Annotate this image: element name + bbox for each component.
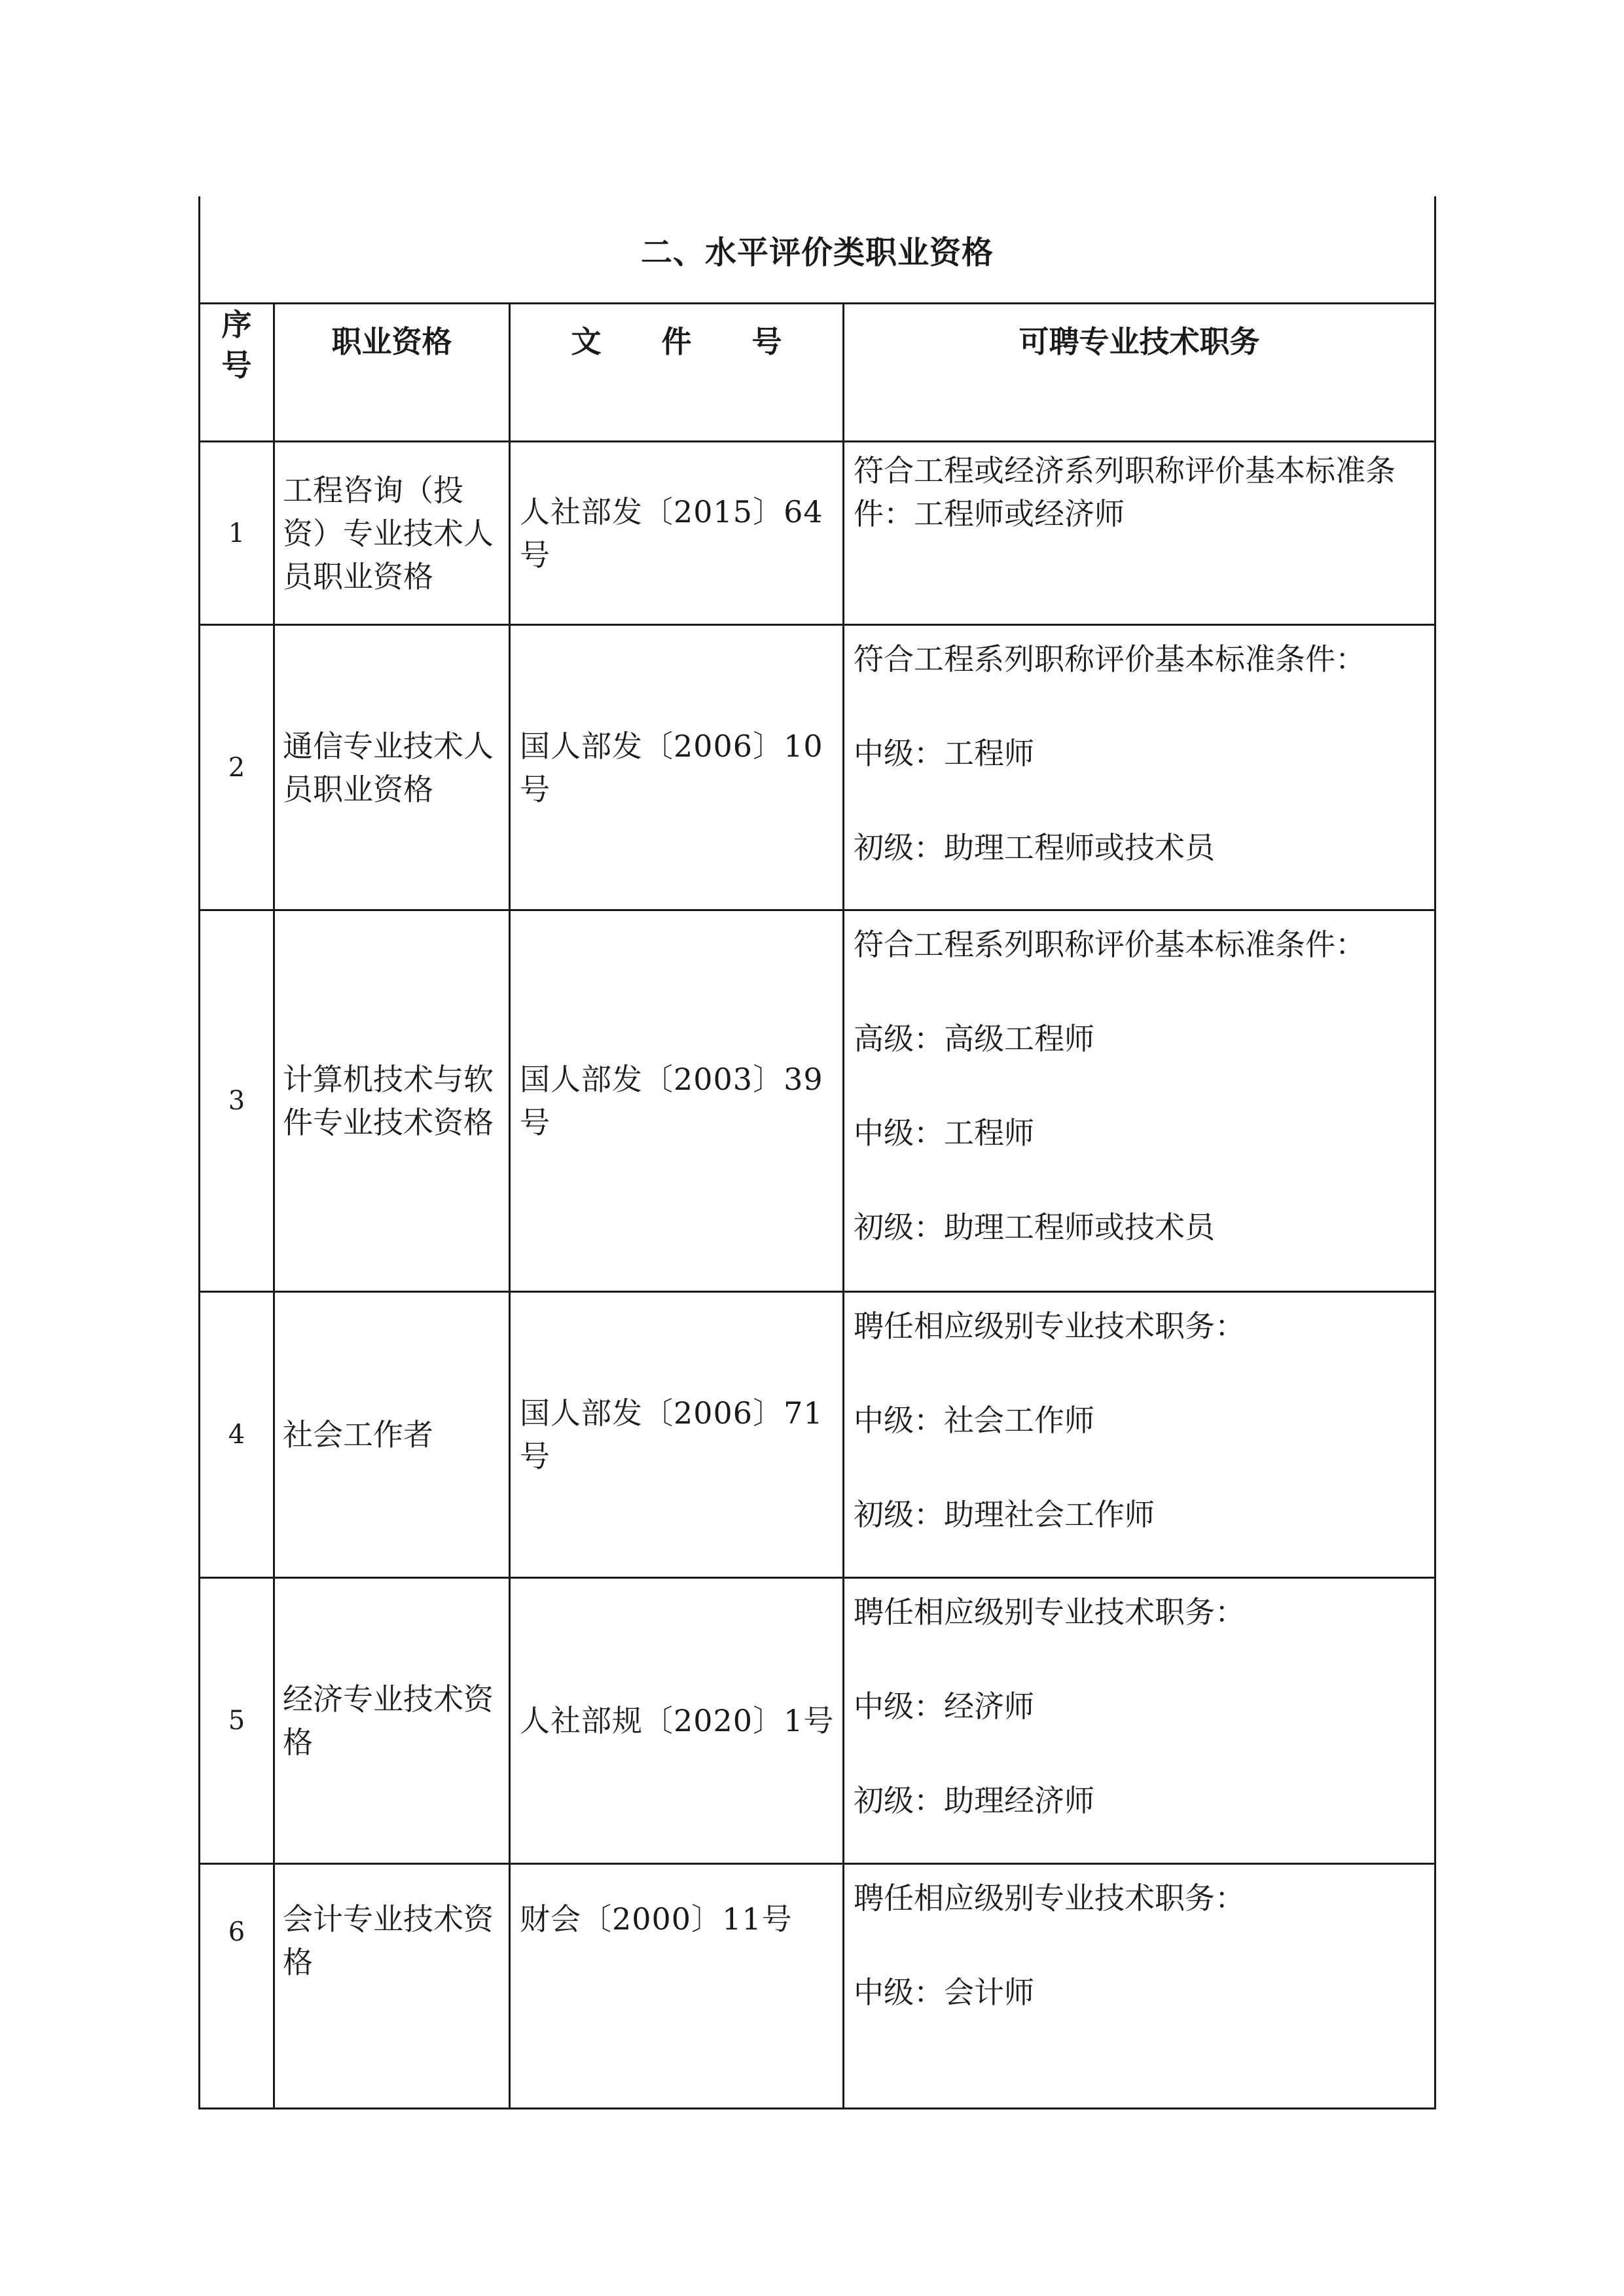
posts-cell: [844, 625, 1435, 910]
doc-number-cell: 人社部规〔2020〕1号: [510, 1578, 844, 1864]
doc-number-cell: 国人部发〔2006〕71号: [510, 1292, 844, 1578]
row-number: 3: [200, 910, 274, 1292]
qualification-cell: 通信专业技术人员职业资格: [274, 625, 510, 910]
post-line: 初级：助理社会工作师: [854, 1497, 1155, 1532]
doc-number-cell: 财会〔2000〕11号: [510, 1864, 844, 2109]
header-no: 序号: [200, 304, 274, 442]
table-row: [200, 1578, 1435, 1864]
header-row: [200, 304, 1435, 442]
table-row: [200, 442, 1435, 625]
row-number: 6: [200, 1864, 274, 2109]
title-row: [200, 196, 1435, 304]
post-line: 初级：助理工程师或技术员: [854, 830, 1215, 865]
post-line: 中级：工程师: [854, 736, 1034, 771]
posts-cell: [844, 1292, 1435, 1578]
doc-number-cell: 人社部发〔2015〕64号: [510, 442, 844, 625]
posts-cell: [844, 442, 1435, 625]
post-line: 中级：工程师: [854, 1115, 1034, 1151]
post-line: 中级：经济师: [854, 1689, 1034, 1724]
post-line: 初级：助理经济师: [854, 1783, 1094, 1818]
header-qualification: 职业资格: [274, 304, 510, 442]
post-line: 聘任相应级别专业技术职务：: [854, 1880, 1245, 1916]
doc-number-cell: 国人部发〔2003〕39号: [510, 910, 844, 1292]
table-row: [200, 1864, 1435, 2109]
posts-cell: [844, 1578, 1435, 1864]
post-line: 符合工程系列职称评价基本标准条件：: [854, 927, 1365, 962]
post-line: 初级：助理工程师或技术员: [854, 1210, 1215, 1245]
qualification-cell: 工程咨询（投资）专业技术人员职业资格: [274, 442, 510, 625]
qualification-cell: 社会工作者: [274, 1292, 510, 1578]
table-row: [200, 625, 1435, 910]
post-line: 符合工程系列职称评价基本标准条件：: [854, 641, 1365, 677]
row-number: 4: [200, 1292, 274, 1578]
header-doc-number: 文 件 号: [510, 304, 844, 442]
post-line: 中级：社会工作师: [854, 1403, 1094, 1438]
posts-cell: [844, 910, 1435, 1292]
qualification-cell: 计算机技术与软件专业技术资格: [274, 910, 510, 1292]
table-row: [200, 910, 1435, 1292]
post-line: 中级：会计师: [854, 1975, 1034, 2010]
post-line: 符合工程或经济系列职称评价基本标准条件：工程师或经济师: [854, 453, 1396, 531]
row-number: 1: [200, 442, 274, 625]
row-number: 2: [200, 625, 274, 910]
posts-cell: [844, 1864, 1435, 2109]
qualification-cell: 经济专业技术资格: [274, 1578, 510, 1864]
table-row: [200, 1292, 1435, 1578]
row-number: 5: [200, 1578, 274, 1864]
header-posts: 可聘专业技术职务: [844, 304, 1435, 442]
section-title: 二、水平评价类职业资格: [200, 196, 1435, 304]
qualification-table: [198, 196, 1436, 2109]
post-line: 聘任相应级别专业技术职务：: [854, 1308, 1245, 1344]
qualification-cell: 会计专业技术资格: [274, 1864, 510, 2109]
post-line: 聘任相应级别专业技术职务：: [854, 1594, 1245, 1630]
post-line: 高级：高级工程师: [854, 1021, 1094, 1056]
doc-number-cell: 国人部发〔2006〕10号: [510, 625, 844, 910]
